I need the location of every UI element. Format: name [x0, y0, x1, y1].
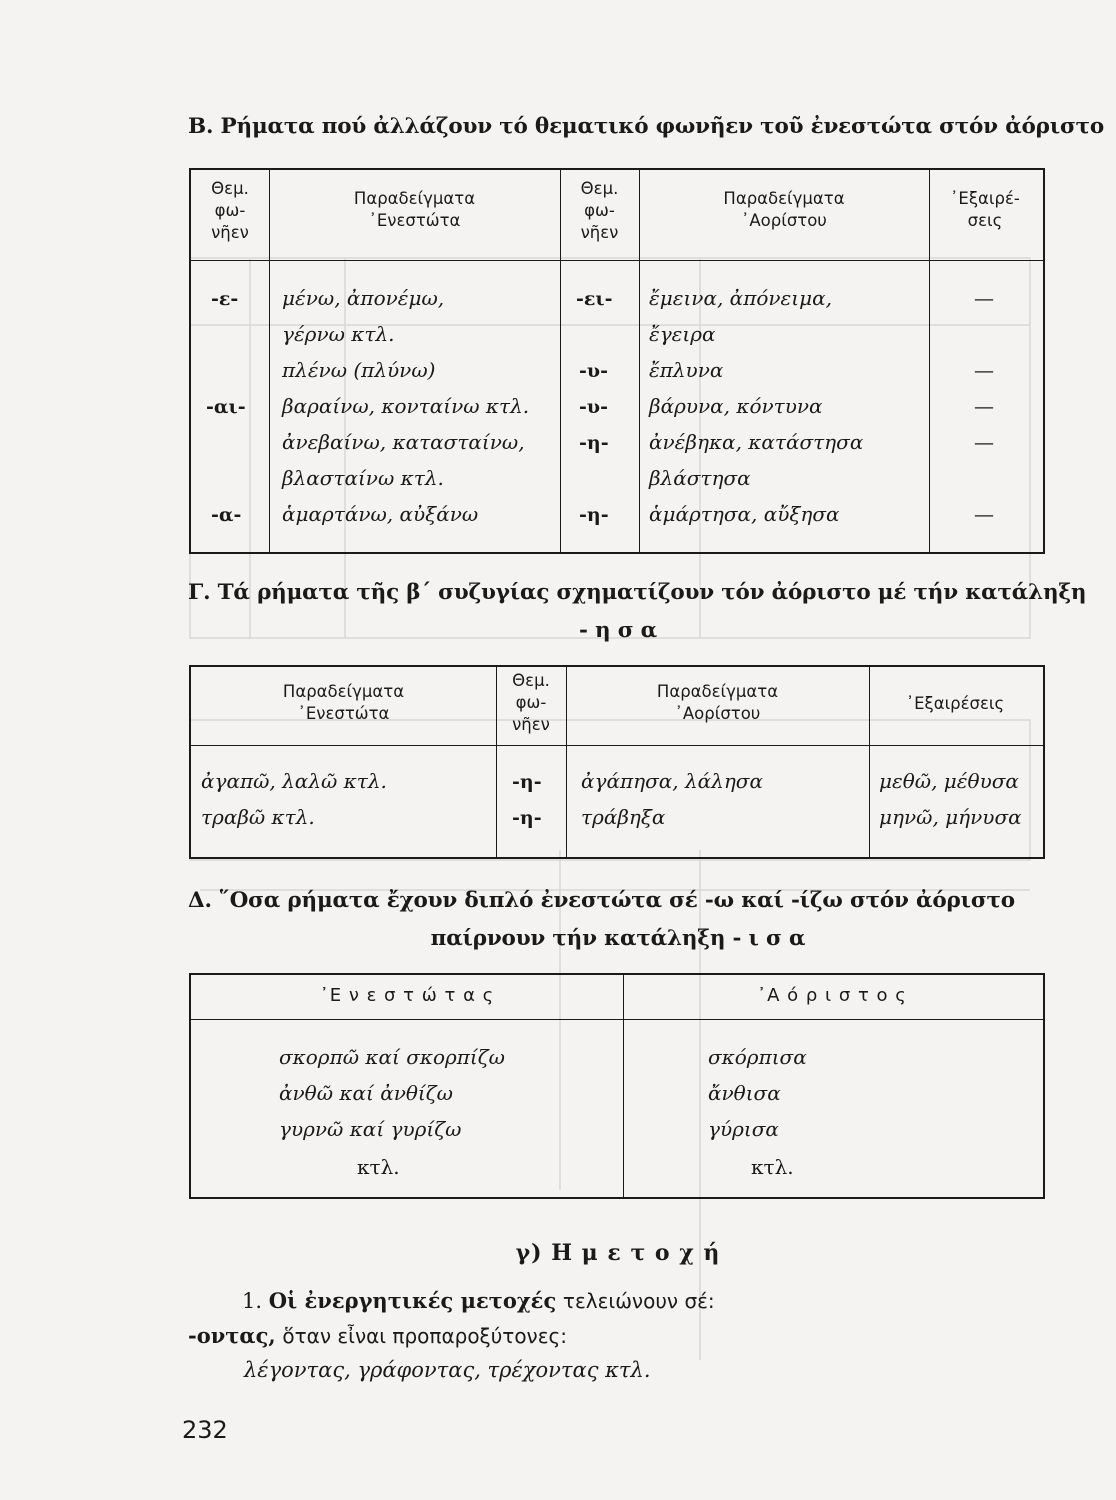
table-b-row-aorist: ἀνέβηκα, κατάστησα — [649, 430, 864, 454]
ending: -οντας, — [188, 1323, 276, 1348]
header-aorist: ᾿Α ό ρ ι σ τ ο ς — [757, 985, 907, 1006]
table-b-row-present: ἀνεβαίνω, κατασταίνω, — [282, 430, 525, 454]
aorist-line: κτλ. — [751, 1155, 794, 1179]
table-b-row-aorist: ἔμεινα, ἀπόνειμα, — [649, 286, 832, 310]
table-g-row-stem: -η- — [512, 771, 542, 793]
table-b-row-stem-present: -αι- — [206, 396, 246, 418]
participle-ending-line — [188, 1323, 567, 1348]
participle-item-line — [242, 1288, 715, 1313]
header-exceptions: ᾿Εξαιρέσεις — [905, 694, 1005, 713]
table-b-row-exception: — — [974, 430, 994, 454]
table-g-row-stem: -η- — [512, 807, 542, 829]
ending-rest: ὅταν εἶναι προπαροξύτονες: — [282, 1324, 568, 1348]
section-g-heading: Γ. Τά ρήματα τῆς β΄ συζυγίας σχηματίζουν τόν ἀόριστο μέ τήν κατάληξη — [188, 580, 1087, 605]
table-b-row-present: γέρνω κτλ. — [282, 322, 395, 346]
table-b-row-present: μένω, ἀπονέμω, — [282, 286, 445, 310]
header-examples-present: Παραδείγματα ᾿Ενεστώτα — [282, 682, 405, 723]
present-line: κτλ. — [357, 1155, 400, 1179]
section-g-table — [189, 665, 1045, 859]
table-b-row-aorist: ἔπλυνα — [649, 358, 724, 382]
section-b-table — [189, 168, 1045, 554]
table-g-row-exception: μηνῶ, μήνυσα — [879, 805, 1022, 829]
participle-heading: γ) Η μ ε τ ο χ ή — [515, 1240, 721, 1266]
table-g-row-aorist: τράβηξα — [581, 805, 666, 829]
header-examples-aorist: Παραδείγματα ᾿Αορίστου — [656, 682, 779, 723]
table-b-row-stem-aorist: -η- — [579, 504, 609, 526]
table-b-row-present: βαραίνω, κονταίνω κτλ. — [282, 394, 530, 418]
table-b-row-exception: — — [974, 286, 994, 310]
table-g-row-aorist: ἀγάπησα, λάλησα — [581, 769, 763, 793]
present-line: γυρνῶ καί γυρίζω — [279, 1117, 462, 1141]
section-g-heading-ending: - η σ α — [578, 618, 657, 643]
table-b-row-exception: — — [974, 394, 994, 418]
table-b-row-present: βλασταίνω κτλ. — [282, 466, 444, 490]
page-number: 232 — [182, 1416, 228, 1444]
aorist-line: γύρισα — [708, 1117, 779, 1141]
header-stem-vowel-present: Θεμ. φω- νῆεν — [211, 179, 249, 242]
header-exceptions: ᾿Εξαιρέ- σεις — [950, 189, 1020, 230]
table-b-row-stem-aorist: -υ- — [579, 360, 608, 382]
item-title-rest: τελειώνουν σέ: — [562, 1289, 715, 1313]
table-b-row-aorist: βλάστησα — [649, 466, 751, 490]
table-g-row-present: τραβῶ κτλ. — [201, 805, 315, 829]
table-b-row-aorist: βάρυνα, κόντυνα — [649, 394, 823, 418]
table-g-row-present: ἀγαπῶ, λαλῶ κτλ. — [201, 769, 387, 793]
table-b-row-stem-aorist: -υ- — [579, 396, 608, 418]
table-g-row-exception: μεθῶ, μέθυσα — [879, 769, 1019, 793]
header-present: ᾿Ε ν ε σ τ ώ τ α ς — [319, 985, 495, 1006]
item-number: 1. — [242, 1289, 263, 1313]
table-b-row-present: ἁμαρτάνω, αὐξάνω — [282, 502, 479, 526]
header-examples-aorist: Παραδείγματα ᾿Αορίστου — [723, 189, 845, 230]
table-b-row-present: πλένω (πλύνω) — [282, 358, 436, 382]
header-examples-present: Παραδείγματα ᾿Ενεστώτα — [353, 189, 476, 230]
table-b-row-aorist: ἔγειρα — [649, 322, 716, 346]
table-b-row-aorist: ἁμάρτησα, αὔξησα — [649, 502, 840, 526]
section-d-heading-ending: παίρνουν τήν κατάληξη - ι σ α — [430, 926, 806, 951]
header-stem-vowel: Θεμ. φω- νῆεν — [512, 671, 550, 734]
table-b-row-stem-present: -α- — [211, 504, 242, 526]
table-b-row-stem-present: -ε- — [211, 288, 239, 310]
table-b-row-stem-aorist: -η- — [579, 432, 609, 454]
participle-examples: λέγοντας, γράφοντας, τρέχοντας κτλ. — [244, 1358, 651, 1382]
table-b-row-stem-aorist: -ει- — [576, 288, 613, 310]
table-b-row-exception: — — [974, 502, 994, 526]
aorist-line: σκόρπισα — [708, 1045, 807, 1069]
table-b-row-exception: — — [974, 358, 994, 382]
aorist-line: ἄνθισα — [708, 1081, 781, 1105]
section-d-heading: Δ. ῞Οσα ρήματα ἔχουν διπλό ἐνεστώτα σέ -ω καί -ίζω στόν ἀόριστο — [188, 888, 1015, 913]
present-line: ἀνθῶ καί ἀνθίζω — [279, 1081, 453, 1105]
present-line: σκορπῶ καί σκορπίζω — [279, 1045, 505, 1069]
header-stem-vowel-aorist: Θεμ. φω- νῆεν — [580, 179, 619, 242]
section-d-table — [189, 973, 1045, 1199]
item-title: Οἱ ἐνεργητικές μετοχές — [268, 1288, 557, 1313]
section-b-heading: Β. Ρήματα πού ἀλλάζουν τό θεματικό φωνῆεν τοῦ ἐνεστώτα στόν ἀόριστο — [188, 114, 1105, 139]
